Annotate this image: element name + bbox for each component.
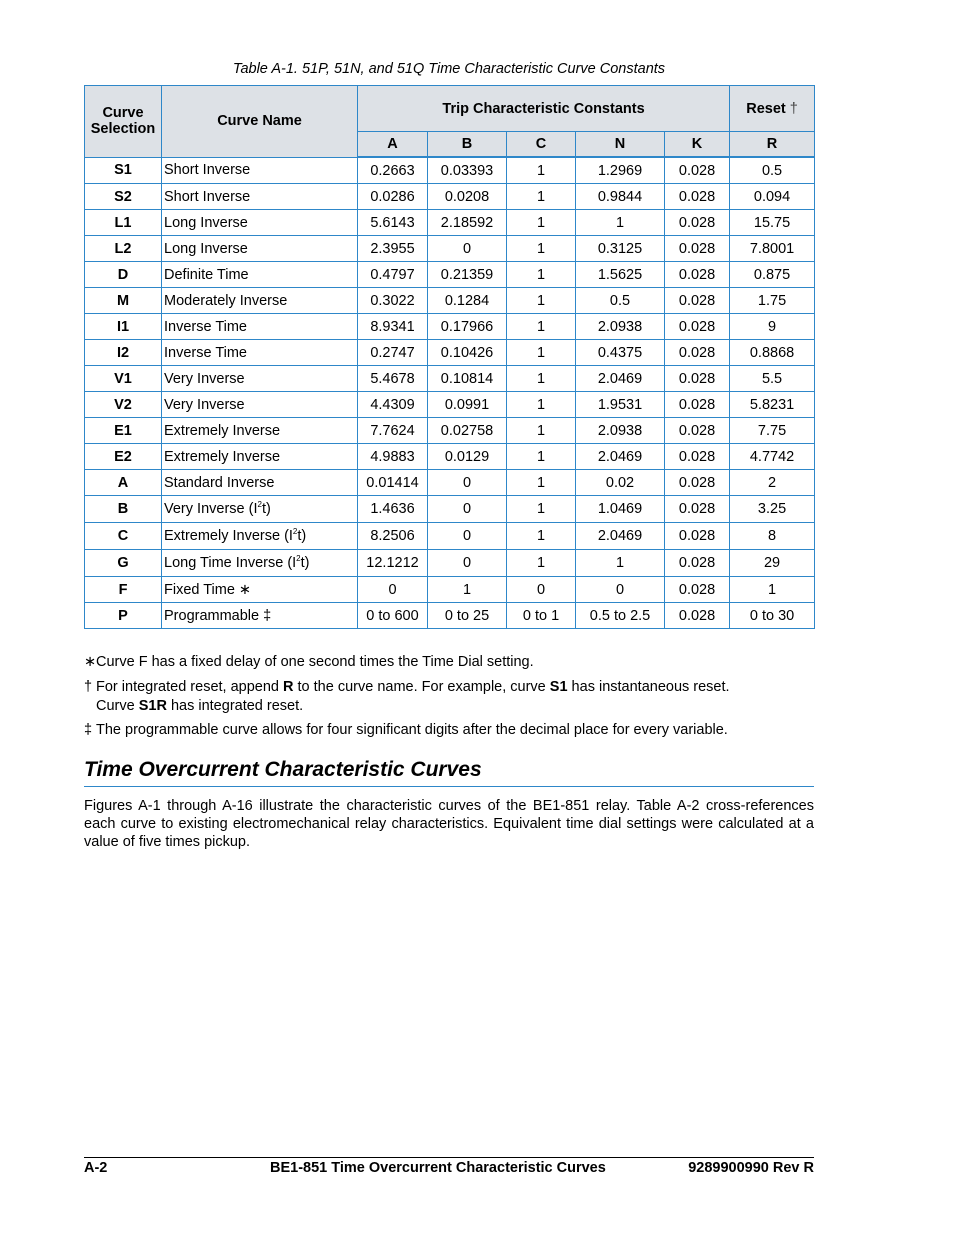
- curve-selection-cell: C: [85, 523, 162, 550]
- constant-c-cell: 1: [507, 314, 576, 340]
- constant-n-cell: 0.5 to 2.5: [576, 603, 665, 629]
- constant-a-cell: 0.4797: [358, 262, 428, 288]
- constant-r-cell: 0.875: [730, 262, 815, 288]
- constant-n-cell: 1: [576, 210, 665, 236]
- constant-a-cell: 4.4309: [358, 392, 428, 418]
- table-row: [85, 392, 815, 418]
- table-row: [85, 314, 815, 340]
- constant-n-cell: 2.0469: [576, 523, 665, 550]
- constant-c-cell: 1: [507, 366, 576, 392]
- constant-r-cell: 0.8868: [730, 340, 815, 366]
- note-programmable-text: The programmable curve allows for four significant digits after the decimal place for every variable.: [96, 722, 728, 738]
- footer-title: BE1-851 Time Overcurrent Characteristic Curves: [270, 1160, 606, 1176]
- curve-name-cell: Definite Time: [162, 262, 358, 288]
- constant-a-cell: 12.1212: [358, 550, 428, 577]
- constant-a-cell: 0.0286: [358, 184, 428, 210]
- note-programmable: [84, 721, 814, 740]
- table-row: [85, 470, 815, 496]
- curve-name-cell: Moderately Inverse: [162, 288, 358, 314]
- curve-name-cell: Short Inverse: [162, 157, 358, 184]
- curve-name-tail: t): [261, 501, 271, 517]
- constant-c-cell: 1: [507, 550, 576, 577]
- curve-selection-cell: M: [85, 288, 162, 314]
- constant-a-cell: 4.9883: [358, 444, 428, 470]
- constant-n-cell: 2.0469: [576, 444, 665, 470]
- constant-k-cell: 0.028: [665, 184, 730, 210]
- table-body: [85, 157, 815, 629]
- constant-n-cell: 2.0938: [576, 418, 665, 444]
- constant-k-cell: 0.028: [665, 523, 730, 550]
- curve-selection-cell: G: [85, 550, 162, 577]
- constant-n-cell: 0.02: [576, 470, 665, 496]
- constant-k-cell: 0.028: [665, 496, 730, 523]
- constant-b-cell: 0.10814: [428, 366, 507, 392]
- constant-r-cell: 7.8001: [730, 236, 815, 262]
- note-reset-b3: S1R: [138, 698, 167, 714]
- table-caption: Table A-1. 51P, 51N, and 51Q Time Characteristic Curve Constants: [232, 61, 666, 77]
- curve-selection-cell: D: [85, 262, 162, 288]
- constant-a-cell: 5.6143: [358, 210, 428, 236]
- constant-r-cell: 1: [730, 577, 815, 603]
- constant-n-cell: 1.5625: [576, 262, 665, 288]
- curve-name-cell: Short Inverse: [162, 184, 358, 210]
- curve-name-superscript: 2: [257, 500, 262, 509]
- constant-r-cell: 29: [730, 550, 815, 577]
- curve-constants-table: [84, 85, 815, 629]
- constant-r-cell: 0.094: [730, 184, 815, 210]
- table-row: [85, 157, 815, 184]
- curve-name-cell: [162, 496, 358, 523]
- curve-selection-cell: E2: [85, 444, 162, 470]
- note-reset-symbol: †: [84, 679, 93, 695]
- constant-a-cell: 0: [358, 577, 428, 603]
- constant-k-cell: 0.028: [665, 392, 730, 418]
- curve-name-cell: Very Inverse: [162, 366, 358, 392]
- constant-r-cell: 0 to 30: [730, 603, 815, 629]
- constant-a-cell: 7.7624: [358, 418, 428, 444]
- header-col-c: C: [507, 132, 576, 158]
- section-paragraph: Figures A-1 through A-16 illustrate the characteristic curves of the BE1-851 relay. Table A-2 cross-references each curve to existing electromechanical relay characteristics. Equivalent time dial settings were calculated at a value of five times pickup.: [84, 798, 814, 850]
- constant-a-cell: 0.2663: [358, 157, 428, 184]
- constant-k-cell: 0.028: [665, 603, 730, 629]
- constant-n-cell: 1.0469: [576, 496, 665, 523]
- table-row: [85, 288, 815, 314]
- constant-n-cell: 2.0469: [576, 366, 665, 392]
- curve-selection-cell: P: [85, 603, 162, 629]
- section-heading: Time Overcurrent Characteristic Curves: [84, 758, 814, 787]
- constant-b-cell: 0.0991: [428, 392, 507, 418]
- curve-selection-cell: A: [85, 470, 162, 496]
- constant-a-cell: 1.4636: [358, 496, 428, 523]
- table-row: [85, 210, 815, 236]
- constant-c-cell: 1: [507, 418, 576, 444]
- curve-name-cell: Standard Inverse: [162, 470, 358, 496]
- note-fixed-time: [84, 653, 814, 672]
- constant-c-cell: 1: [507, 392, 576, 418]
- constant-n-cell: 0: [576, 577, 665, 603]
- note-reset-b1: R: [283, 679, 294, 695]
- curve-name-cell: Very Inverse: [162, 392, 358, 418]
- constant-a-cell: 8.2506: [358, 523, 428, 550]
- constant-n-cell: 1.9531: [576, 392, 665, 418]
- curve-selection-cell: S2: [85, 184, 162, 210]
- curve-selection-cell: F: [85, 577, 162, 603]
- note-fixed-symbol: ∗: [84, 654, 97, 670]
- curve-selection-cell: E1: [85, 418, 162, 444]
- curve-name-tail: t): [297, 528, 307, 544]
- constant-k-cell: 0.028: [665, 210, 730, 236]
- constant-b-cell: 0.02758: [428, 418, 507, 444]
- constant-b-cell: 0.17966: [428, 314, 507, 340]
- table-row: [85, 236, 815, 262]
- note-reset-line2: [84, 697, 814, 716]
- constant-b-cell: 0.21359: [428, 262, 507, 288]
- note-reset-t4: Curve: [96, 698, 139, 714]
- constant-k-cell: 0.028: [665, 157, 730, 184]
- constant-a-cell: 0.3022: [358, 288, 428, 314]
- header-col-a: A: [358, 132, 428, 158]
- constant-a-cell: 0 to 600: [358, 603, 428, 629]
- curve-selection-cell: B: [85, 496, 162, 523]
- footer-page-number: A-2: [84, 1160, 108, 1176]
- constant-k-cell: 0.028: [665, 577, 730, 603]
- curve-name-text: Very Inverse (I: [164, 501, 258, 517]
- curve-name-cell: Extremely Inverse: [162, 444, 358, 470]
- constant-k-cell: 0.028: [665, 288, 730, 314]
- constant-c-cell: 1: [507, 496, 576, 523]
- constant-r-cell: 0.5: [730, 157, 815, 184]
- constant-r-cell: 15.75: [730, 210, 815, 236]
- note-reset-t5: has integrated reset.: [166, 698, 304, 714]
- constant-r-cell: 4.7742: [730, 444, 815, 470]
- constant-c-cell: 1: [507, 340, 576, 366]
- constant-b-cell: 0: [428, 236, 507, 262]
- constant-c-cell: 1: [507, 210, 576, 236]
- constant-n-cell: 0.5: [576, 288, 665, 314]
- table-row: [85, 418, 815, 444]
- constant-b-cell: 0: [428, 470, 507, 496]
- constant-b-cell: 0.10426: [428, 340, 507, 366]
- curve-selection-cell: I2: [85, 340, 162, 366]
- constant-r-cell: 8: [730, 523, 815, 550]
- constant-b-cell: 1: [428, 577, 507, 603]
- constant-n-cell: 0.9844: [576, 184, 665, 210]
- table-row: [85, 184, 815, 210]
- table-row: [85, 366, 815, 392]
- constant-b-cell: 0.0208: [428, 184, 507, 210]
- constant-r-cell: 9: [730, 314, 815, 340]
- header-col-k: K: [665, 132, 730, 158]
- note-reset-b2: S1: [549, 679, 568, 695]
- note-reset-t2: to the curve name. For example, curve: [293, 679, 550, 695]
- constant-c-cell: 0: [507, 577, 576, 603]
- table-row: [85, 523, 815, 550]
- table-row: [85, 550, 815, 577]
- constant-c-cell: 1: [507, 288, 576, 314]
- constant-c-cell: 1: [507, 236, 576, 262]
- constant-c-cell: 1: [507, 157, 576, 184]
- curve-name-superscript: 2: [292, 527, 298, 536]
- header-reset: [730, 86, 815, 132]
- curve-selection-cell: L1: [85, 210, 162, 236]
- table-row: [85, 444, 815, 470]
- curve-selection-cell: V1: [85, 366, 162, 392]
- constant-k-cell: 0.028: [665, 366, 730, 392]
- constant-r-cell: 5.8231: [730, 392, 815, 418]
- constant-b-cell: 0.03393: [428, 157, 507, 184]
- constant-c-cell: 1: [507, 184, 576, 210]
- header-curve-name: Curve Name: [162, 86, 358, 158]
- header-trip-constants: Trip Characteristic Constants: [358, 86, 730, 132]
- curve-name-text: Extremely Inverse (I: [164, 528, 293, 544]
- constant-c-cell: 1: [507, 262, 576, 288]
- reset-dagger-mark: †: [789, 100, 798, 117]
- constant-r-cell: 3.25: [730, 496, 815, 523]
- note-fixed-text: Curve F has a fixed delay of one second times the Time Dial setting.: [96, 654, 534, 670]
- curve-name-cell: [162, 550, 358, 577]
- constant-r-cell: 7.75: [730, 418, 815, 444]
- constant-b-cell: 0.1284: [428, 288, 507, 314]
- constant-r-cell: 1.75: [730, 288, 815, 314]
- constant-k-cell: 0.028: [665, 444, 730, 470]
- footer-rule: [84, 1157, 814, 1158]
- constant-n-cell: 0.4375: [576, 340, 665, 366]
- curve-selection-cell: L2: [85, 236, 162, 262]
- curve-name-cell: Extremely Inverse: [162, 418, 358, 444]
- header-col-b: B: [428, 132, 507, 158]
- constant-c-cell: 1: [507, 444, 576, 470]
- curve-selection-cell: I1: [85, 314, 162, 340]
- footer-doc-number: 9289900990 Rev R: [688, 1160, 814, 1176]
- constant-k-cell: 0.028: [665, 340, 730, 366]
- constant-n-cell: 1.2969: [576, 157, 665, 184]
- header-col-r: R: [730, 132, 815, 158]
- constant-n-cell: 1: [576, 550, 665, 577]
- constant-k-cell: 0.028: [665, 550, 730, 577]
- curve-name-cell: Programmable ‡: [162, 603, 358, 629]
- constant-c-cell: 1: [507, 470, 576, 496]
- constant-a-cell: 5.4678: [358, 366, 428, 392]
- constant-r-cell: 5.5: [730, 366, 815, 392]
- header-reset-label: Reset: [746, 100, 786, 117]
- constant-c-cell: 0 to 1: [507, 603, 576, 629]
- constant-n-cell: 2.0938: [576, 314, 665, 340]
- note-programmable-symbol: ‡: [84, 722, 93, 738]
- curve-name-tail: t): [300, 555, 310, 571]
- curve-name-cell: Long Inverse: [162, 236, 358, 262]
- constant-b-cell: 0: [428, 496, 507, 523]
- constant-n-cell: 0.3125: [576, 236, 665, 262]
- constant-k-cell: 0.028: [665, 262, 730, 288]
- constant-k-cell: 0.028: [665, 314, 730, 340]
- curve-name-cell: Inverse Time: [162, 314, 358, 340]
- curve-name-cell: Fixed Time ∗: [162, 577, 358, 603]
- note-reset-t1: For integrated reset, append: [96, 679, 284, 695]
- header-curve-selection: Curve Selection: [85, 86, 162, 158]
- constant-b-cell: 0.0129: [428, 444, 507, 470]
- curve-selection-cell: S1: [85, 157, 162, 184]
- note-reset: [84, 678, 814, 716]
- table-row: [85, 577, 815, 603]
- constant-k-cell: 0.028: [665, 418, 730, 444]
- constant-b-cell: 2.18592: [428, 210, 507, 236]
- table-row: [85, 262, 815, 288]
- curve-name-superscript: 2: [296, 554, 301, 563]
- constant-a-cell: 8.9341: [358, 314, 428, 340]
- curve-name-cell: Inverse Time: [162, 340, 358, 366]
- table-row: [85, 496, 815, 523]
- constant-b-cell: 0 to 25: [428, 603, 507, 629]
- constant-r-cell: 2: [730, 470, 815, 496]
- constant-b-cell: 0: [428, 550, 507, 577]
- constant-a-cell: 0.2747: [358, 340, 428, 366]
- constant-c-cell: 1: [507, 523, 576, 550]
- constant-a-cell: 2.3955: [358, 236, 428, 262]
- constant-b-cell: 0: [428, 523, 507, 550]
- table-row: [85, 340, 815, 366]
- curve-name-cell: [162, 523, 358, 550]
- header-col-n: N: [576, 132, 665, 158]
- curve-name-cell: Long Inverse: [162, 210, 358, 236]
- table-row: [85, 603, 815, 629]
- curve-selection-cell: V2: [85, 392, 162, 418]
- curve-name-text: Long Time Inverse (I: [164, 555, 297, 571]
- note-reset-t3: has instantaneous reset.: [567, 679, 730, 695]
- constant-k-cell: 0.028: [665, 236, 730, 262]
- constant-k-cell: 0.028: [665, 470, 730, 496]
- constant-a-cell: 0.01414: [358, 470, 428, 496]
